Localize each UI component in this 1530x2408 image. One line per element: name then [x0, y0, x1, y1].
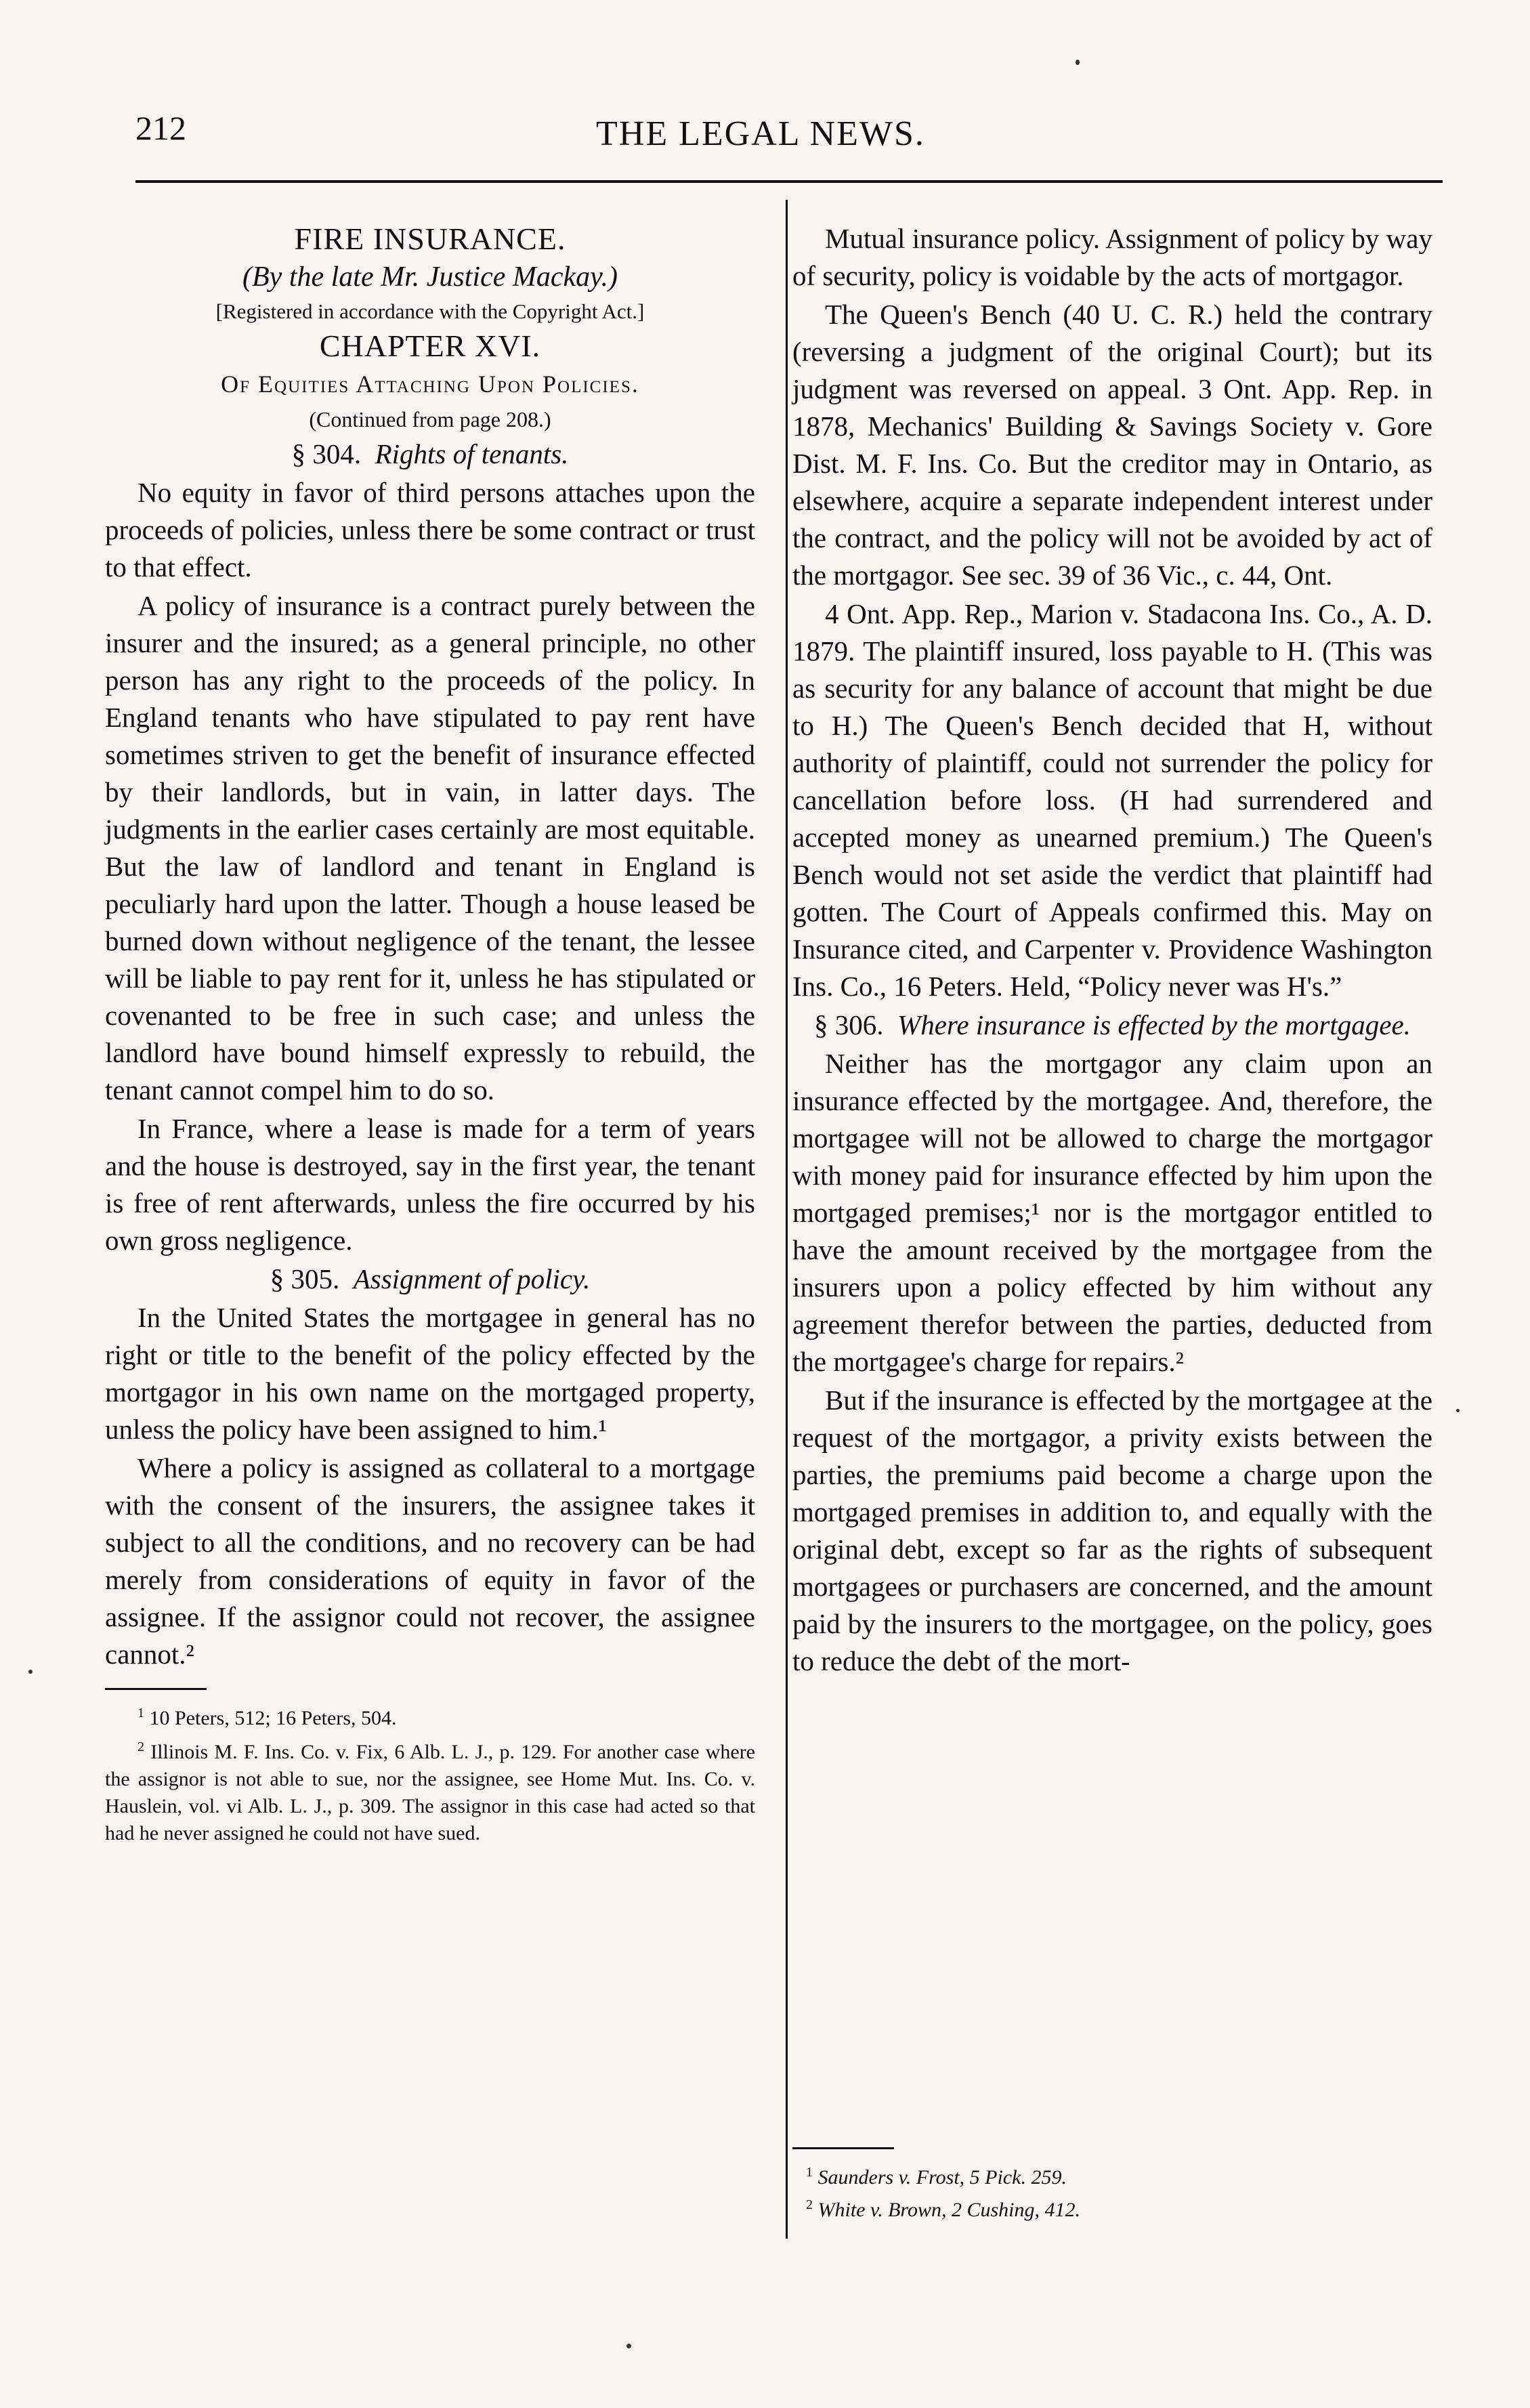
footnote-rule — [105, 1688, 207, 1690]
paragraph: In France, where a lease is made for a term of years and the house is destroyed, say in the first year, the tenant is free of rent afterwards, unless the fire occurred by his own gross negligence. — [105, 1113, 755, 1256]
section-heading-306: § 306. Where insurance is effected by the mortgagee. — [814, 1009, 1411, 1040]
paragraph: Neither has the mortgagor any claim upon an insurance effected by the mortgagee. And, therefore, the mortgagee will not be allowed to charge the mortgagor with money paid for insurance effected by him upon the mortgaged premises;¹ nor is the mortgagor entitled to have the amount received by the mortgagee from the insurers upon a policy effected by him without any agreement therefor between the parties, deducted from the mortgagee's charge for repairs.² — [792, 1048, 1432, 1377]
byline: (By the late Mr. Justice Mackay.) — [242, 261, 618, 293]
footnote: $^1$ 10 Peters, 512; 16 Peters, 504. — [137, 1706, 397, 1729]
paragraph: Where a policy is assigned as collateral to a mortgage with the consent of the insurers, the assignee takes it subject to all the conditions, and no recovery can be had merely from considerations of equity in favor of the assignee. If the assignor could not recover, the assignee cannot.² — [105, 1452, 755, 1670]
right-footnotes — [792, 2147, 1432, 2224]
chapter-subtitle: Of Equities Attaching Upon Policies. — [221, 371, 639, 398]
paragraph: The Queen's Bench (40 U. C. R.) held the contrary (reversing a judgment of the original Court); but its judgment was reversed on appeal. 3 Ont. App. Rep. in 1878, Mechanics' Building & Savings Society v. Gore Dist. M. F. Ins. Co. But the creditor may in Ontario, as elsewhere, acquire a separate independent interest under the contract, and the policy will not be avoided by act of the mortgagor. See sec. 39 of 36 Vic., c. 44, Ont. — [792, 299, 1432, 591]
article-title: FIRE INSURANCE. — [294, 221, 566, 256]
section-heading-305: § 305. Assignment of policy. — [270, 1263, 591, 1294]
print-speck — [28, 1670, 33, 1674]
right-column — [792, 220, 1432, 1681]
left-column — [105, 220, 755, 1849]
paragraph: Mutual insurance policy. Assignment of policy by way of security, policy is voidable by the acts of mortgagor. — [792, 223, 1432, 291]
paragraph: No equity in favor of third persons attaches upon the proceeds of policies, unless there be some contract or trust to that effect. — [105, 477, 755, 583]
print-speck — [626, 2344, 631, 2348]
footnote: $^1$ Saunders v. Frost, 5 Pick. 259. — [806, 2165, 1067, 2189]
footnote: $^2$ Illinois M. F. Ins. Co. v. Fix, 6 Alb. L. J., p. 129. For another case where the assignor is not able to sue, nor the assignee, see Home Mut. Ins. Co. v. Hauslein, vol. vi Alb. L. J., p. 309. The assignor in this case had acted so that had he never assigned he could not have sued. — [105, 1739, 755, 1844]
print-speck — [1456, 1409, 1460, 1412]
paragraph: But if the insurance is effected by the mortgagee at the request of the mortgagor, a privity exists between the parties, the premiums paid become a charge upon the mortgaged premises in addition to, and equally with the original debt, except so far as the rights of subsequent mortgagees or purchasers are concerned, and the amount paid by the insurers to the mortgagee, on the policy, goes to reduce the debt of the mort- — [792, 1385, 1432, 1676]
continued-note: (Continued from page 208.) — [309, 407, 551, 431]
copyright-notice: [Registered in accordance with the Copyright Act.] — [215, 299, 645, 323]
page-number: 212 — [135, 109, 186, 147]
paragraph: In the United States the mortgagee in general has no right or title to the benefit of the policy effected by the mortgagor in his own name on the mortgaged property, unless the policy have been assigned to him.¹ — [105, 1302, 755, 1445]
page-header — [135, 108, 1443, 163]
chapter-heading: CHAPTER XVI. — [319, 329, 541, 363]
running-title: THE LEGAL NEWS. — [596, 114, 925, 153]
section-heading-304: § 304. Rights of tenants. — [291, 438, 569, 469]
footnote-rule — [792, 2147, 894, 2149]
footnote: $^2$ White v. Brown, 2 Cushing, 412. — [806, 2197, 1080, 2221]
print-speck — [1076, 60, 1080, 65]
paragraph: A policy of insurance is a contract purely between the insurer and the insured; as a general principle, no other person has any right to the proceeds of the policy. In England tenants who have stipulated to pay rent have sometimes striven to get the benefit of insurance effected by their landlords, but in vain, in latter days. The judgments in the earlier cases certainly are most equitable. But the law of landlord and tenant in England is peculiarly hard upon the latter. Though a house leased be burned down without negligence of the tenant, the lessee will be liable to pay rent for it, unless he has stipulated or covenanted to be free in such case; and unless the landlord have bound himself expressly to rebuild, the tenant cannot compel him to do so. — [105, 590, 755, 1105]
paragraph: 4 Ont. App. Rep., Marion v. Stadacona Ins. Co., A. D. 1879. The plaintiff insured, loss payable to H. (This was as security for any balance of account that might be due to H.) The Queen's Bench decided that H, without authority of plaintiff, could not surrender the policy for cancellation before loss. (H had surrendered and accepted money as unearned premium.) The Queen's Bench would not set aside the verdict that plaintiff had gotten. The Court of Appeals confirmed this. May on Insurance cited, and Carpenter v. Providence Washington Ins. Co., 16 Peters. Held, “Policy never was H's.” — [792, 598, 1432, 1002]
column-divider — [786, 200, 788, 2239]
header-rule — [135, 180, 1443, 183]
